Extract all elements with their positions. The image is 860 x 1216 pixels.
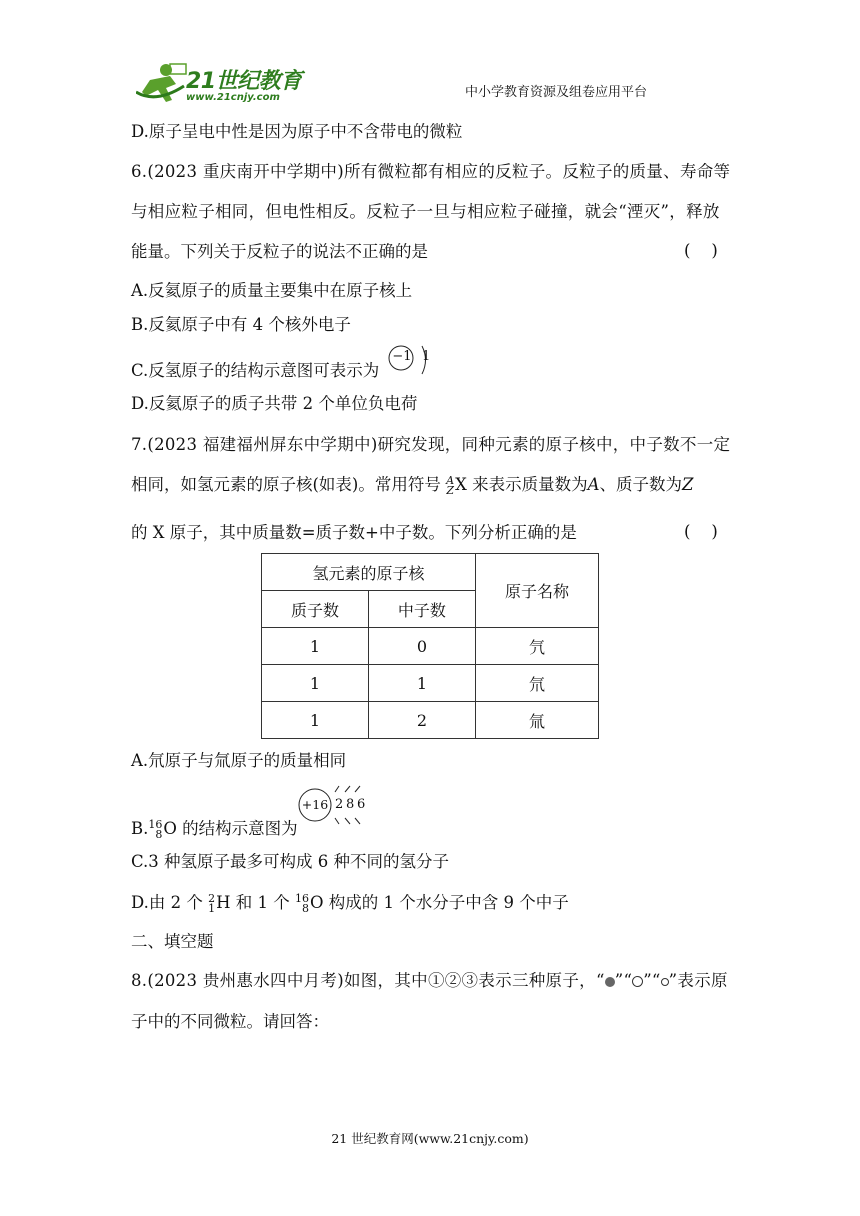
logo-url: www.21cnjy.com (186, 92, 280, 103)
table-row: 1 1 氘 (262, 665, 599, 702)
platform-title: 中小学教育资源及组卷应用平台 (465, 85, 648, 100)
hydrogen-isotopes-table (261, 553, 599, 739)
filled-circle-icon (605, 977, 615, 987)
q7-option-d: D.由 2 个 2 1H 和 1 个 16 8O 构成的 1 个水分子中含 9 个中子 (131, 891, 569, 915)
table-group-header: 氢元素的原子核 (262, 554, 476, 591)
q6-option-c: C.反氢原子的结构示意图可表示为 (131, 361, 380, 380)
q5-option-d: D.原子呈电中性是因为原子中不含带电的微粒 (131, 122, 463, 141)
table-col-neutrons: 中子数 (368, 591, 475, 628)
q6-stem-line2: 与相应粒子相同，但电性相反。反粒子一旦与相应粒子碰撞，就会“湮灭”，释放 (131, 202, 720, 221)
table-col-name: 原子名称 (475, 554, 598, 628)
q7-option-b: B.16 8O 的结构示意图为 (131, 817, 298, 841)
q7-option-c: C.3 种氢原子最多可构成 6 种不同的氢分子 (131, 852, 450, 871)
page-footer: 21 世纪教育网(www.21cnjy.com) (331, 1131, 529, 1146)
q7-stem-line1: 7.(2023 福建福州屏东中学期中)研究发现，同种元素的原子核中，中子数不一定 (131, 435, 731, 454)
section-fill-in-title: 二、填空题 (131, 932, 214, 951)
runner-icon (136, 62, 188, 106)
q6-option-a: A.反氦原子的质量主要集中在原子核上 (131, 281, 413, 300)
q6-option-b: B.反氦原子中有 4 个核外电子 (131, 315, 351, 334)
hollow-circle-icon (632, 976, 643, 987)
table-row: 1 2 氚 (262, 702, 599, 739)
q7-stem-line3: 的 X 原子，其中质量数=质子数+中子数。下列分析正确的是 (131, 523, 577, 542)
isotope-symbol: A ZX (446, 473, 467, 497)
q7-stem-line2: 相同，如氢元素的原子核(如表)。常用符号 A ZX 来表示质量数为A、质子数为Z (131, 473, 694, 497)
q6-answer-paren: ( ) (684, 241, 718, 260)
header-logo (136, 62, 316, 108)
small-circle-icon (661, 978, 669, 986)
q7-answer-paren: ( ) (684, 522, 718, 541)
antihydrogen-structure-diagram: −1 1 (387, 343, 437, 379)
sulfur-structure-diagram: +16 2 8 6 (297, 784, 369, 830)
q8-stem-line2: 子中的不同微粒。请回答： (131, 1012, 329, 1031)
table-col-protons: 质子数 (262, 591, 369, 628)
q6-option-d: D.反氦原子的质子共带 2 个单位负电荷 (131, 394, 418, 413)
q6-stem-line1: 6.(2023 重庆南开中学期中)所有微粒都有相应的反粒子。反粒子的质量、寿命等 (131, 162, 731, 181)
logo-text: 21世纪教育 (186, 69, 302, 94)
q7-option-a: A.氘原子与氚原子的质量相同 (131, 751, 347, 770)
q8-stem-line1: 8.(2023 贵州惠水四中月考)如图，其中①②③表示三种原子，“ ”“ ”“ ”表示原 (131, 971, 728, 990)
table-row: 1 0 氕 (262, 628, 599, 665)
q6-stem-line3: 能量。下列关于反粒子的说法不正确的是 (131, 242, 428, 261)
